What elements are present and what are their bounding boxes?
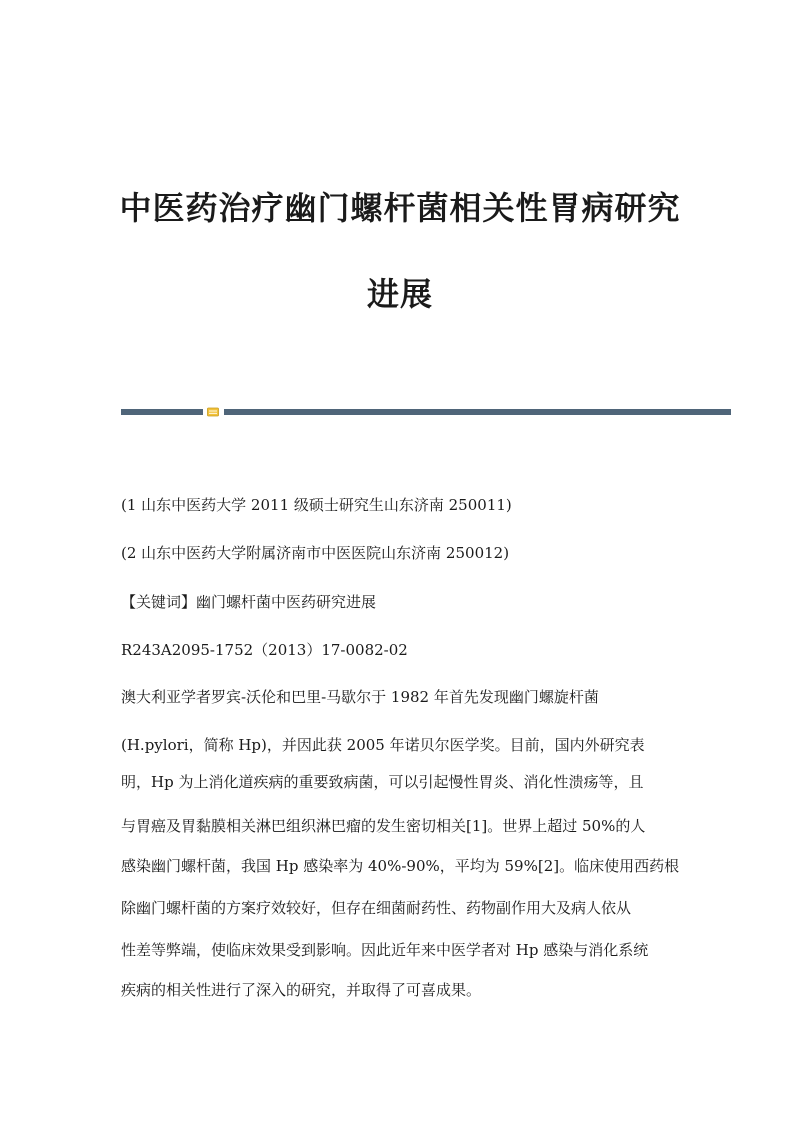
affiliation-2: (2 山东中医药大学附属济南市中医医院山东济南 250012) [121, 544, 510, 562]
body-text-line: 与胃癌及胃黏膜相关淋巴组织淋巴瘤的发生密切相关[1]。世界上超过 50%的人 [121, 817, 646, 835]
divider-bar-right [224, 409, 731, 415]
title-line-1: 中医药治疗幽门螺杆菌相关性胃病研究 [119, 189, 681, 227]
affiliation-1: (1 山东中医药大学 2011 级硕士研究生山东济南 250011) [121, 496, 512, 514]
divider-book-icon [207, 407, 219, 417]
classification-code: R243A2095-1752（2013）17-0082-02 [121, 641, 408, 659]
title-divider [121, 407, 731, 416]
body-text-line: 澳大利亚学者罗宾-沃伦和巴里-马歇尔于 1982 年首先发现幽门螺旋杆菌 [121, 688, 599, 706]
body-text-line: 感染幽门螺杆菌，我国 Hp 感染率为 40%-90%，平均为 59%[2]。临床使用西药根 [121, 857, 680, 875]
body-text-line: 疾病的相关性进行了深入的研究，并取得了可喜成果。 [121, 981, 482, 999]
body-text-line: 性差等弊端，使临床效果受到影响。因此近年来中医学者对 Hp 感染与消化系统 [121, 941, 649, 959]
body-text-line: 除幽门螺杆菌的方案疗效较好，但存在细菌耐药性、药物副作用大及病人依从 [121, 899, 632, 917]
body-text-line: (H.pylori，简称 Hp)，并因此获 2005 年诺贝尔医学奖。目前，国内外研究表 [121, 736, 645, 754]
divider-bar-left [121, 409, 203, 415]
title-line-2: 进展 [366, 275, 433, 313]
keywords-line: 【关键词】幽门螺杆菌中医药研究进展 [121, 593, 377, 611]
body-text-line: 明，Hp 为上消化道疾病的重要致病菌，可以引起慢性胃炎、消化性溃疡等，且 [121, 773, 644, 791]
